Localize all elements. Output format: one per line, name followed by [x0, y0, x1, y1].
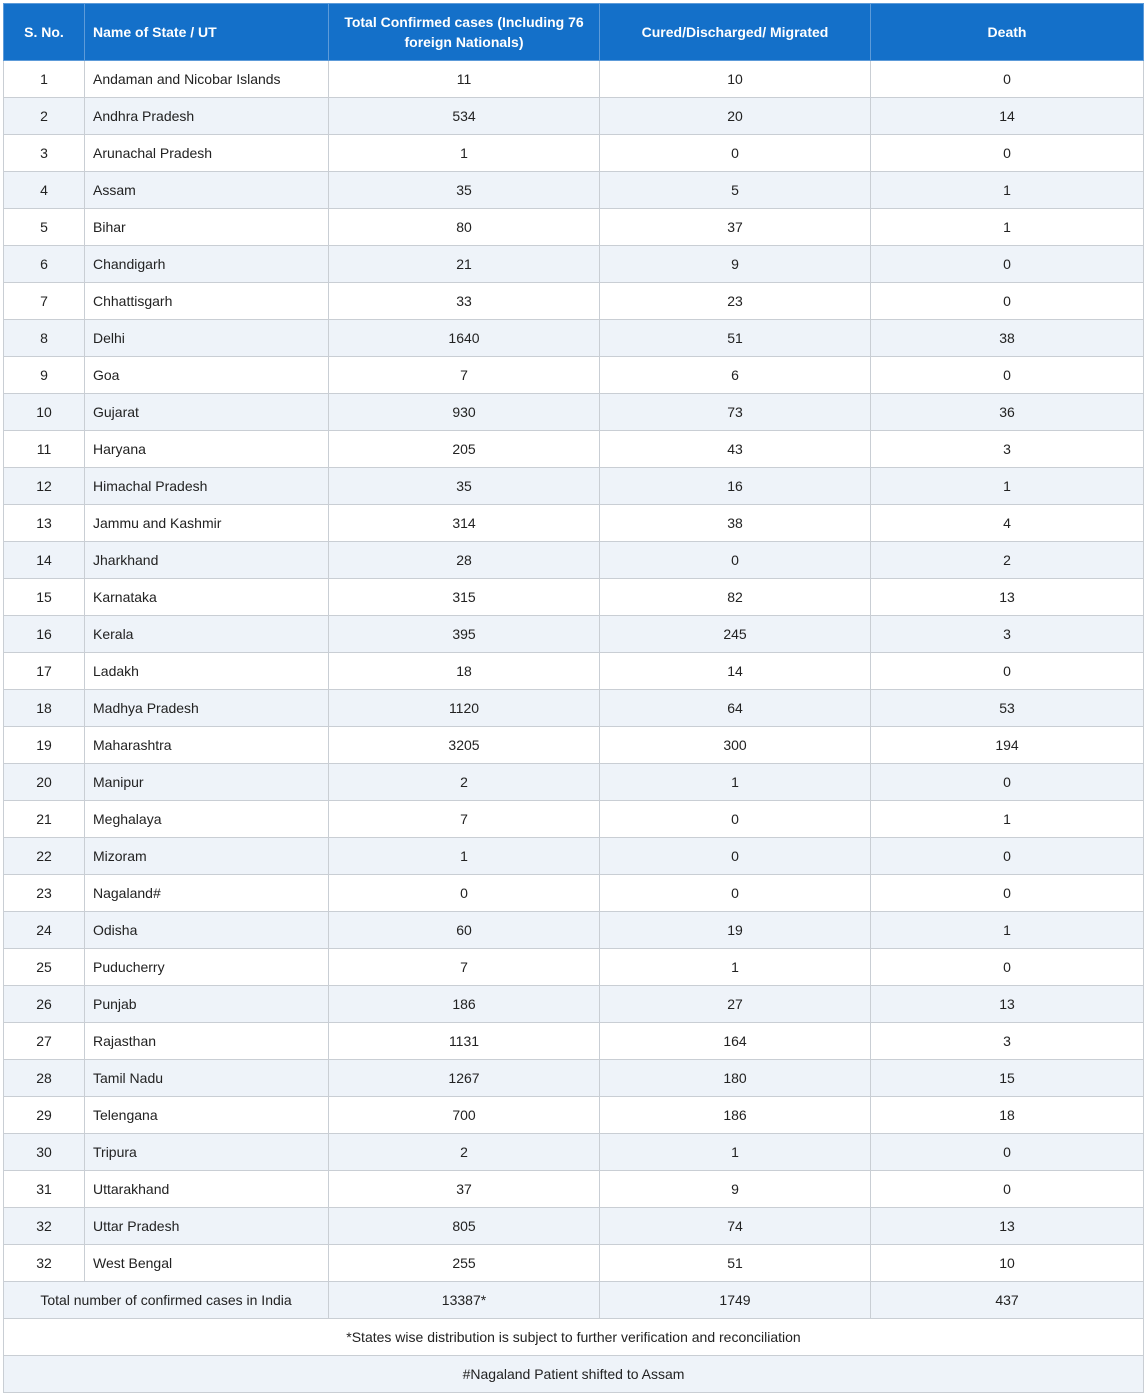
table-row [4, 1023, 1144, 1060]
cell-state: Tamil Nadu [85, 1060, 329, 1097]
cell-death: 1 [871, 801, 1144, 838]
cell-state: West Bengal [85, 1245, 329, 1282]
table-row [4, 98, 1144, 135]
cell-cured: 5 [600, 172, 871, 209]
cell-sno: 23 [4, 875, 85, 912]
cell-state: Himachal Pradesh [85, 468, 329, 505]
covid-state-table [3, 3, 1144, 1393]
cell-state: Arunachal Pradesh [85, 135, 329, 172]
cell-death: 53 [871, 690, 1144, 727]
cell-confirmed: 35 [329, 172, 600, 209]
cell-cured: 73 [600, 394, 871, 431]
cell-confirmed: 60 [329, 912, 600, 949]
cell-confirmed: 395 [329, 616, 600, 653]
cell-confirmed: 930 [329, 394, 600, 431]
cell-state: Kerala [85, 616, 329, 653]
cell-state: Mizoram [85, 838, 329, 875]
cell-sno: 6 [4, 246, 85, 283]
cell-death: 1 [871, 468, 1144, 505]
cell-cured: 0 [600, 135, 871, 172]
cell-state: Haryana [85, 431, 329, 468]
cell-cured: 1 [600, 1134, 871, 1171]
cell-confirmed: 35 [329, 468, 600, 505]
cell-sno: 29 [4, 1097, 85, 1134]
cell-state: Jammu and Kashmir [85, 505, 329, 542]
cell-confirmed: 7 [329, 801, 600, 838]
cell-cured: 51 [600, 1245, 871, 1282]
cell-sno: 18 [4, 690, 85, 727]
table-row [4, 283, 1144, 320]
cell-confirmed: 205 [329, 431, 600, 468]
cell-cured: 164 [600, 1023, 871, 1060]
cell-sno: 31 [4, 1171, 85, 1208]
cell-death: 38 [871, 320, 1144, 357]
cell-cured: 82 [600, 579, 871, 616]
cell-state: Nagaland# [85, 875, 329, 912]
table-row [4, 838, 1144, 875]
total-death: 437 [871, 1282, 1144, 1319]
table-header [4, 4, 1144, 61]
header-row [4, 4, 1144, 61]
cell-cured: 0 [600, 838, 871, 875]
cell-sno: 1 [4, 61, 85, 98]
cell-death: 10 [871, 1245, 1144, 1282]
cell-death: 18 [871, 1097, 1144, 1134]
cell-confirmed: 1131 [329, 1023, 600, 1060]
total-confirmed: 13387* [329, 1282, 600, 1319]
table-row [4, 986, 1144, 1023]
cell-sno: 20 [4, 764, 85, 801]
cell-confirmed: 805 [329, 1208, 600, 1245]
cell-sno: 2 [4, 98, 85, 135]
cell-death: 13 [871, 986, 1144, 1023]
cell-state: Ladakh [85, 653, 329, 690]
cell-sno: 28 [4, 1060, 85, 1097]
cell-state: Gujarat [85, 394, 329, 431]
cell-cured: 180 [600, 1060, 871, 1097]
cell-state: Manipur [85, 764, 329, 801]
table-row [4, 357, 1144, 394]
cell-state: Rajasthan [85, 1023, 329, 1060]
cell-state: Madhya Pradesh [85, 690, 329, 727]
header-cured: Cured/Discharged/ Migrated [600, 4, 871, 61]
cell-death: 0 [871, 357, 1144, 394]
cell-cured: 16 [600, 468, 871, 505]
table-row [4, 468, 1144, 505]
cell-cured: 10 [600, 61, 871, 98]
table-row [4, 505, 1144, 542]
note-text: #Nagaland Patient shifted to Assam [4, 1356, 1144, 1393]
table-row [4, 912, 1144, 949]
cell-state: Meghalaya [85, 801, 329, 838]
cell-confirmed: 0 [329, 875, 600, 912]
cell-cured: 0 [600, 542, 871, 579]
cell-sno: 21 [4, 801, 85, 838]
cell-death: 3 [871, 616, 1144, 653]
table-row [4, 246, 1144, 283]
table-body [4, 61, 1144, 1393]
cell-state: Chhattisgarh [85, 283, 329, 320]
cell-death: 0 [871, 283, 1144, 320]
header-death: Death [871, 4, 1144, 61]
cell-death: 0 [871, 764, 1144, 801]
table-row [4, 1097, 1144, 1134]
total-row [4, 1282, 1144, 1319]
cell-sno: 10 [4, 394, 85, 431]
cell-state: Goa [85, 357, 329, 394]
cell-cured: 1 [600, 764, 871, 801]
cell-confirmed: 534 [329, 98, 600, 135]
cell-confirmed: 37 [329, 1171, 600, 1208]
cell-state: Jharkhand [85, 542, 329, 579]
table-row [4, 1245, 1144, 1282]
table-row [4, 1171, 1144, 1208]
cell-cured: 1 [600, 949, 871, 986]
cell-cured: 20 [600, 98, 871, 135]
cell-confirmed: 2 [329, 764, 600, 801]
header-sno: S. No. [4, 4, 85, 61]
table-row [4, 579, 1144, 616]
cell-cured: 186 [600, 1097, 871, 1134]
cell-death: 1 [871, 172, 1144, 209]
cell-death: 0 [871, 246, 1144, 283]
cell-death: 3 [871, 1023, 1144, 1060]
cell-confirmed: 1 [329, 838, 600, 875]
table-row [4, 801, 1144, 838]
table-row [4, 431, 1144, 468]
cell-state: Telengana [85, 1097, 329, 1134]
cell-cured: 9 [600, 1171, 871, 1208]
table-row [4, 394, 1144, 431]
table-row [4, 616, 1144, 653]
cell-confirmed: 1120 [329, 690, 600, 727]
cell-state: Delhi [85, 320, 329, 357]
cell-sno: 26 [4, 986, 85, 1023]
cell-confirmed: 700 [329, 1097, 600, 1134]
cell-sno: 14 [4, 542, 85, 579]
cell-confirmed: 315 [329, 579, 600, 616]
cell-confirmed: 18 [329, 653, 600, 690]
cell-cured: 43 [600, 431, 871, 468]
cell-death: 14 [871, 98, 1144, 135]
cell-death: 0 [871, 653, 1144, 690]
cell-death: 0 [871, 135, 1144, 172]
cell-confirmed: 3205 [329, 727, 600, 764]
cell-death: 0 [871, 949, 1144, 986]
cell-state: Andaman and Nicobar Islands [85, 61, 329, 98]
cell-state: Uttarakhand [85, 1171, 329, 1208]
cell-sno: 9 [4, 357, 85, 394]
cell-death: 13 [871, 579, 1144, 616]
table-row [4, 949, 1144, 986]
cell-sno: 25 [4, 949, 85, 986]
cell-state: Odisha [85, 912, 329, 949]
table-row [4, 653, 1144, 690]
cell-cured: 0 [600, 801, 871, 838]
covid-state-table-container [3, 3, 1143, 1393]
header-confirmed: Total Confirmed cases (Including 76 foreign Nationals) [329, 4, 600, 61]
cell-state: Punjab [85, 986, 329, 1023]
cell-sno: 17 [4, 653, 85, 690]
cell-death: 0 [871, 1171, 1144, 1208]
cell-cured: 23 [600, 283, 871, 320]
total-cured: 1749 [600, 1282, 871, 1319]
cell-state: Puducherry [85, 949, 329, 986]
cell-sno: 19 [4, 727, 85, 764]
cell-confirmed: 80 [329, 209, 600, 246]
total-label: Total number of confirmed cases in India [4, 1282, 329, 1319]
cell-cured: 27 [600, 986, 871, 1023]
cell-death: 0 [871, 61, 1144, 98]
cell-death: 1 [871, 209, 1144, 246]
note-row [4, 1319, 1144, 1356]
cell-state: Chandigarh [85, 246, 329, 283]
cell-confirmed: 11 [329, 61, 600, 98]
cell-confirmed: 2 [329, 1134, 600, 1171]
cell-cured: 300 [600, 727, 871, 764]
cell-sno: 7 [4, 283, 85, 320]
cell-confirmed: 7 [329, 357, 600, 394]
cell-state: Maharashtra [85, 727, 329, 764]
cell-confirmed: 1 [329, 135, 600, 172]
cell-state: Uttar Pradesh [85, 1208, 329, 1245]
cell-sno: 8 [4, 320, 85, 357]
cell-state: Bihar [85, 209, 329, 246]
table-row [4, 690, 1144, 727]
table-row [4, 172, 1144, 209]
cell-cured: 245 [600, 616, 871, 653]
cell-death: 15 [871, 1060, 1144, 1097]
table-row [4, 320, 1144, 357]
cell-death: 3 [871, 431, 1144, 468]
cell-death: 4 [871, 505, 1144, 542]
cell-death: 1 [871, 912, 1144, 949]
cell-cured: 38 [600, 505, 871, 542]
table-row [4, 135, 1144, 172]
cell-confirmed: 28 [329, 542, 600, 579]
cell-confirmed: 1640 [329, 320, 600, 357]
cell-state: Andhra Pradesh [85, 98, 329, 135]
cell-sno: 12 [4, 468, 85, 505]
cell-death: 2 [871, 542, 1144, 579]
cell-confirmed: 255 [329, 1245, 600, 1282]
cell-sno: 32 [4, 1245, 85, 1282]
cell-cured: 19 [600, 912, 871, 949]
table-row [4, 727, 1144, 764]
table-row [4, 1134, 1144, 1171]
table-row [4, 542, 1144, 579]
cell-sno: 4 [4, 172, 85, 209]
cell-cured: 0 [600, 875, 871, 912]
cell-cured: 9 [600, 246, 871, 283]
cell-death: 0 [871, 875, 1144, 912]
cell-death: 194 [871, 727, 1144, 764]
cell-death: 13 [871, 1208, 1144, 1245]
cell-sno: 16 [4, 616, 85, 653]
cell-cured: 6 [600, 357, 871, 394]
cell-death: 0 [871, 1134, 1144, 1171]
cell-confirmed: 186 [329, 986, 600, 1023]
cell-state: Assam [85, 172, 329, 209]
cell-cured: 14 [600, 653, 871, 690]
cell-sno: 24 [4, 912, 85, 949]
cell-state: Tripura [85, 1134, 329, 1171]
header-state: Name of State / UT [85, 4, 329, 61]
table-row [4, 875, 1144, 912]
cell-state: Karnataka [85, 579, 329, 616]
cell-sno: 3 [4, 135, 85, 172]
cell-sno: 15 [4, 579, 85, 616]
cell-sno: 22 [4, 838, 85, 875]
cell-sno: 32 [4, 1208, 85, 1245]
cell-confirmed: 33 [329, 283, 600, 320]
cell-sno: 13 [4, 505, 85, 542]
note-row [4, 1356, 1144, 1393]
cell-cured: 51 [600, 320, 871, 357]
cell-death: 36 [871, 394, 1144, 431]
cell-sno: 27 [4, 1023, 85, 1060]
table-row [4, 764, 1144, 801]
cell-sno: 30 [4, 1134, 85, 1171]
table-row [4, 61, 1144, 98]
cell-confirmed: 7 [329, 949, 600, 986]
cell-confirmed: 1267 [329, 1060, 600, 1097]
cell-sno: 11 [4, 431, 85, 468]
cell-cured: 37 [600, 209, 871, 246]
cell-confirmed: 314 [329, 505, 600, 542]
cell-cured: 64 [600, 690, 871, 727]
table-row [4, 209, 1144, 246]
cell-death: 0 [871, 838, 1144, 875]
table-row [4, 1060, 1144, 1097]
note-text: *States wise distribution is subject to further verification and reconciliation [4, 1319, 1144, 1356]
cell-confirmed: 21 [329, 246, 600, 283]
table-row [4, 1208, 1144, 1245]
cell-cured: 74 [600, 1208, 871, 1245]
cell-sno: 5 [4, 209, 85, 246]
